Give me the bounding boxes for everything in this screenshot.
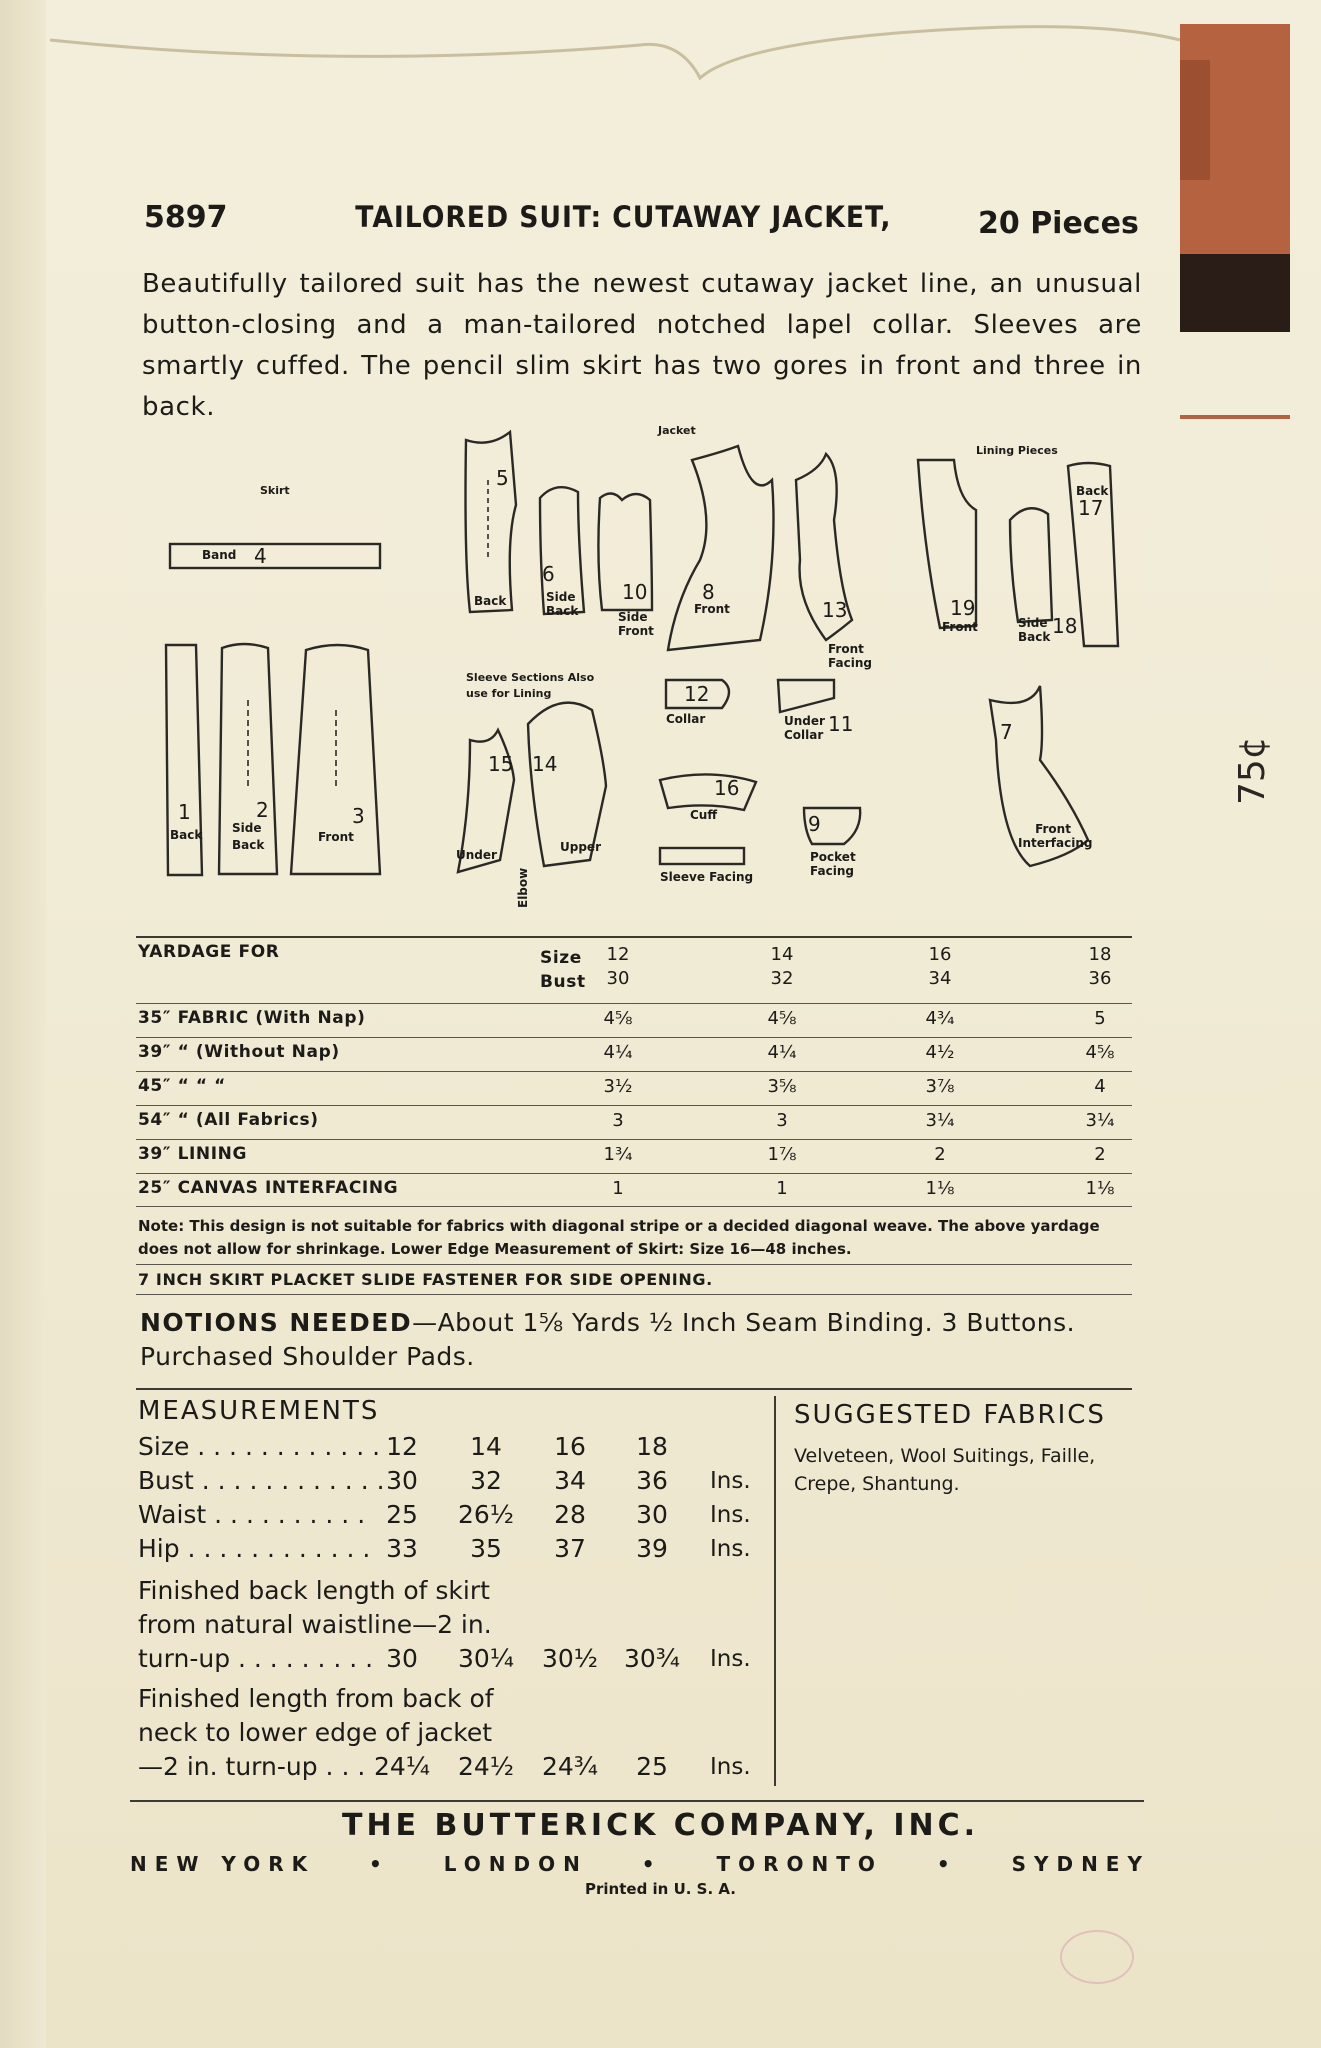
yardage-cell: 3: [612, 1110, 624, 1131]
fastener-rule: [136, 1294, 1132, 1295]
piece-label-side-back: Side Back: [546, 590, 579, 618]
measurement-unit: Ins.: [710, 1502, 751, 1528]
skirt-length-label: [138, 1574, 492, 1642]
city-toronto: TORONTO: [716, 1852, 883, 1876]
yardage-cell: 4⅝: [1085, 1042, 1115, 1063]
piece-label-under-collar: Under Collar: [784, 714, 825, 742]
piece-label-sleeve-upper: Upper: [560, 840, 601, 854]
notions-rule: [136, 1388, 1132, 1390]
price-mark: 75¢: [1232, 736, 1273, 805]
group-label-sleeve-sections: [466, 670, 594, 702]
piece-number-front-facing: 13: [822, 598, 848, 622]
piece-label-front: Front: [694, 602, 730, 616]
yardage-bottom-rule: [136, 1206, 1132, 1207]
notions-heading: NOTIONS NEEDED: [140, 1308, 413, 1337]
yardage-note: Note: This design is not suitable for fabrics with diagonal stripe or a decided diagonal weave. The above yardage does not allow for shrinkage. Lower Edge Measurement of Skirt: Size 16—48 inches.: [138, 1217, 1100, 1258]
suggested-fabrics-list: Velveteen, Wool Suitings, Faille, Crepe, Shantung.: [794, 1445, 1096, 1495]
measurement-value: 25: [386, 1500, 418, 1529]
piece-number-front-interfacing: 7: [1000, 720, 1013, 744]
pen-mark: [1060, 1930, 1134, 1984]
notions-needed: [140, 1306, 1134, 1374]
piece-number-sleeve-upper: 14: [532, 752, 558, 776]
skirt-length-line-2: from natural waistline—2 in.: [138, 1610, 492, 1639]
piece-count: 20 Pieces: [978, 206, 1139, 241]
yardage-row-label: 39″ LINING: [138, 1144, 248, 1164]
piece-label-skirt-back: Back: [170, 828, 203, 842]
yardage-cell: 3¼: [925, 1110, 955, 1131]
piece-number-lining-front: 19: [950, 596, 976, 620]
yardage-cell: 1¾: [603, 1144, 633, 1165]
skirt-length-line-1: Finished back length of skirt: [138, 1576, 490, 1605]
measurement-value: 35: [470, 1534, 502, 1563]
yardage-cell: 5: [1094, 1008, 1106, 1029]
length-unit: Ins.: [710, 1754, 751, 1780]
yardage-size-bust-labels: [540, 946, 586, 994]
jacket-length-line-2: neck to lower edge of jacket: [138, 1718, 493, 1747]
piece-label-sleeve-under: Under: [456, 848, 497, 862]
piece-label-back: Back: [474, 594, 507, 608]
yardage-row-label: 54″ “ (All Fabrics): [138, 1110, 319, 1130]
measurement-value: 32: [470, 1466, 502, 1495]
company-cities: [130, 1852, 1150, 1876]
city-london: LONDON: [443, 1852, 588, 1876]
piece-number-skirt-back: 1: [178, 800, 191, 824]
piece-number-side-front: 10: [622, 580, 648, 604]
piece-sleeve-facing-shape: [660, 848, 744, 864]
piece-number-lining-back: 17: [1078, 496, 1104, 520]
measurement-value: 34: [554, 1466, 586, 1495]
length-value: 30¾: [623, 1644, 681, 1673]
yardage-cell: 1⅛: [1085, 1178, 1115, 1199]
length-value: 30½: [541, 1644, 599, 1673]
piece-label-front-facing: Front Facing: [828, 642, 872, 670]
fastener-note: 7 INCH SKIRT PLACKET SLIDE FASTENER FOR SIDE OPENING.: [138, 1270, 713, 1289]
piece-number-side-back: 6: [542, 562, 555, 586]
measurement-label: Size . . . . . . . . . . . .: [138, 1432, 381, 1461]
length-value: 24½: [457, 1752, 515, 1781]
yardage-bust-value: 34: [928, 968, 952, 989]
piece-number-pocket-facing: 9: [808, 812, 821, 836]
company-rule: [130, 1800, 1144, 1802]
yardage-cell: 3¼: [1085, 1110, 1115, 1131]
sleeve-sections-line-2: use for Lining: [466, 687, 552, 700]
piece-label-lining-back: Back: [1076, 484, 1109, 498]
piece-number-collar: 12: [684, 682, 710, 706]
yardage-heading: YARDAGE FOR: [138, 942, 280, 962]
notions-text: —About 1⅝ Yards ½ Inch Seam Binding. 3 Buttons. Purchased Shoulder Pads.: [140, 1308, 1076, 1371]
piece-label-band: Band: [202, 548, 237, 562]
measurement-unit: Ins.: [710, 1468, 751, 1494]
yardage-top-rule: [136, 936, 1132, 938]
measurement-value: 18: [636, 1432, 668, 1461]
city-separator: •: [641, 1852, 663, 1876]
yardage-cell: 1: [612, 1178, 624, 1199]
group-label-skirt: Skirt: [260, 484, 290, 497]
pattern-piece-diagram: [0, 0, 1321, 940]
piece-label-collar: Collar: [666, 712, 706, 726]
piece-back-shape: [466, 432, 517, 612]
piece-number-skirt-side-back: 2: [256, 798, 269, 822]
measurement-value: 28: [554, 1500, 586, 1529]
company-name: THE BUTTERICK COMPANY, INC.: [341, 1808, 980, 1843]
piece-under-collar-shape: [778, 680, 834, 712]
printed-in: Printed in U. S. A.: [585, 1880, 736, 1898]
yardage-cell: 2: [934, 1144, 946, 1165]
yardage-cell: 3½: [603, 1076, 633, 1097]
measurement-value: 14: [470, 1432, 502, 1461]
piece-number-cuff: 16: [714, 776, 740, 800]
length-value: 25: [636, 1752, 668, 1781]
yardage-cell: 1⅞: [767, 1144, 797, 1165]
piece-number-band: 4: [254, 544, 267, 568]
length-unit: Ins.: [710, 1646, 751, 1672]
city-sydney: SYDNEY: [1011, 1852, 1150, 1876]
piece-label-lining-front: Front: [942, 620, 978, 634]
yardage-bust-value: 36: [1088, 968, 1112, 989]
piece-label-skirt-side-back: Side Back: [232, 821, 265, 852]
piece-label-elbow: Elbow: [516, 867, 530, 908]
length-value: 30: [386, 1644, 418, 1673]
yardage-cell: 3⅝: [767, 1076, 797, 1097]
piece-front-shape: [668, 446, 774, 650]
yardage-size-value: 18: [1088, 944, 1112, 965]
measurement-value: 30: [636, 1500, 668, 1529]
measurement-value: 37: [554, 1534, 586, 1563]
yardage-row-rule: [136, 1071, 1132, 1072]
piece-label-lining-side-back: Side Back: [1018, 616, 1051, 644]
yardage-cell: 4½: [925, 1042, 955, 1063]
pattern-title: TAILORED SUIT: CUTAWAY JACKET,: [355, 200, 892, 234]
measurement-label: Hip . . . . . . . . . . . .: [138, 1534, 371, 1563]
yardage-row-label: 25″ CANVAS INTERFACING: [138, 1178, 399, 1198]
length-value: 24¼: [373, 1752, 431, 1781]
jacket-length-label: [138, 1682, 494, 1750]
yardage-row-rule: [136, 1105, 1132, 1106]
yardage-cell: 4: [1094, 1076, 1106, 1097]
yardage-cell: 4⅝: [767, 1008, 797, 1029]
measurement-value: 16: [554, 1432, 586, 1461]
measurement-value: 33: [386, 1534, 418, 1563]
yardage-size-value: 14: [770, 944, 794, 965]
piece-lining-side-back-shape: [1010, 508, 1052, 622]
yardage-row-label: 35″ FABRIC (With Nap): [138, 1008, 366, 1028]
yardage-row-rule: [136, 1003, 1132, 1004]
piece-number-skirt-front: 3: [352, 804, 365, 828]
piece-label-cuff: Cuff: [690, 808, 718, 822]
suggested-fabrics-heading: SUGGESTED FABRICS: [794, 1400, 1106, 1430]
yardage-bust-label: Bust: [540, 972, 586, 992]
yardage-row-rule: [136, 1037, 1132, 1038]
measurement-value: 36: [636, 1466, 668, 1495]
yardage-row-rule: [136, 1139, 1132, 1140]
measurements-divider: [774, 1396, 776, 1786]
piece-number-sleeve-under: 15: [488, 752, 514, 776]
piece-number-lining-side-back: 18: [1052, 614, 1078, 638]
pattern-number: 5897: [144, 200, 228, 235]
yardage-bust-value: 30: [606, 968, 630, 989]
yardage-bust-value: 32: [770, 968, 794, 989]
length-value: 24¾: [541, 1752, 599, 1781]
jacket-length-line-1: Finished length from back of: [138, 1684, 494, 1713]
length-label: turn-up . . . . . . . . .: [138, 1644, 374, 1673]
yardage-cell: 4¼: [767, 1042, 797, 1063]
yardage-row-label: 45″ “ “ “: [138, 1076, 226, 1096]
yardage-cell: 4¾: [925, 1008, 955, 1029]
city-new-york: NEW YORK: [130, 1852, 316, 1876]
sleeve-sections-line-1: Sleeve Sections Also: [466, 671, 595, 684]
piece-cuff-shape: [660, 774, 756, 810]
city-separator: •: [369, 1852, 390, 1876]
piece-label-skirt-front: Front: [318, 830, 354, 844]
piece-number-front: 8: [702, 580, 715, 604]
length-value: 30¼: [457, 1644, 515, 1673]
yardage-size-label: Size: [540, 948, 582, 968]
piece-label-pocket-facing: Pocket Facing: [810, 850, 856, 878]
pattern-description: Beautifully tailored suit has the newest cutaway jacket line, an unusual button-closing and a man-tailored notched lapel collar. Sleeves are smartly cuffed. The pencil slim skirt has two gores in front and three in back.: [142, 269, 1142, 422]
measurement-value: 30: [386, 1466, 418, 1495]
yardage-cell: 1: [776, 1178, 788, 1199]
length-label: —2 in. turn-up . . .: [138, 1752, 366, 1781]
note-rule: [136, 1264, 1132, 1265]
city-separator: •: [936, 1852, 958, 1876]
measurements-heading: MEASUREMENTS: [138, 1396, 380, 1426]
piece-label-sleeve-facing: Sleeve Facing: [660, 870, 754, 884]
yardage-size-value: 16: [928, 944, 952, 965]
measurement-unit: Ins.: [710, 1536, 751, 1562]
measurement-value: 39: [636, 1534, 668, 1563]
yardage-cell: 4⅝: [603, 1008, 633, 1029]
piece-number-back: 5: [496, 466, 509, 490]
piece-label-front-interfacing: Front Interfacing: [1018, 822, 1093, 850]
measurement-label: Waist . . . . . . . . . .: [138, 1500, 366, 1529]
piece-number-under-collar: 11: [828, 712, 854, 736]
group-label-lining-pieces: Lining Pieces: [976, 444, 1058, 457]
yardage-row-rule: [136, 1173, 1132, 1174]
measurement-label: Bust . . . . . . . . . . . .: [138, 1466, 385, 1495]
yardage-cell: 4¼: [603, 1042, 633, 1063]
group-label-jacket: Jacket: [658, 424, 696, 437]
yardage-cell: 3⅞: [925, 1076, 955, 1097]
yardage-row-label: 39″ “ (Without Nap): [138, 1042, 340, 1062]
yardage-cell: 1⅛: [925, 1178, 955, 1199]
piece-label-side-front: Side Front: [618, 610, 654, 638]
measurement-value: 26½: [457, 1500, 515, 1529]
yardage-cell: 3: [776, 1110, 788, 1131]
measurement-value: 12: [386, 1432, 418, 1461]
yardage-size-value: 12: [606, 944, 630, 965]
yardage-cell: 2: [1094, 1144, 1106, 1165]
